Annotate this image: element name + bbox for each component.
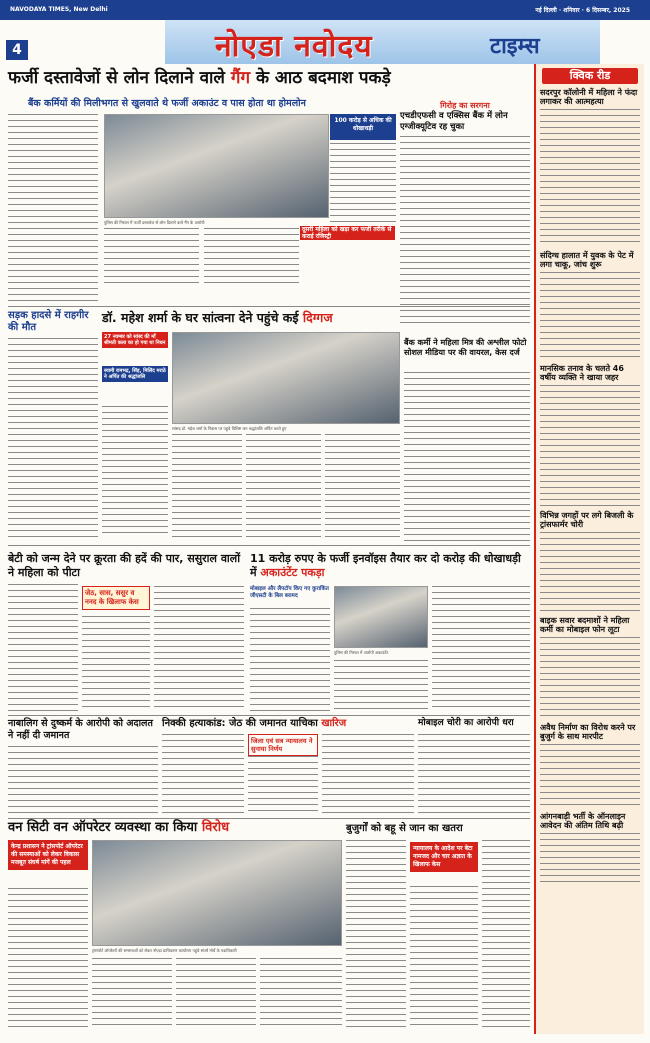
doctor-headline: [102, 310, 402, 326]
top-strip: [0, 0, 650, 20]
doctor-photo: [172, 332, 400, 424]
kingpin-kicker: गिरोह का सरगना: [440, 101, 490, 110]
sidebar-item-4-head: विभिन्न जगहों पर लगे बिजली के ट्रांसफार्मर चोरी: [540, 511, 634, 529]
gst-bullet: मोबाइल और लैपटॉप किए गए कुराकिंत जीएसटी के बिल बरामद: [250, 586, 329, 599]
doctor-photo-caption: सांसद डॉ. महेश शर्मा के निवास पर पहुंचे विशिष्ट जन श्रद्धांजलि अर्पित करते हुए: [172, 426, 287, 431]
mobile-theft-text: [418, 734, 530, 816]
kingpin-headline: एचडीएफसी व एक्सिस बैंक में लोन एग्जीक्यूटिव रह चुका: [400, 111, 508, 132]
gst-photo: [334, 586, 428, 648]
sidebar-item-1-text: [540, 109, 640, 247]
lead-subhead: बैंक कर्मियों की मिलीभगत से खुलवाते थे फर्जी अकाउंट व पास होता था होमलोन: [28, 98, 306, 109]
doctor-text-col4: [325, 434, 400, 538]
sidebar-item-1-head: सदरपुर कॉलोनी में महिला ने फंदा लगाकर की आत्महत्या: [540, 88, 638, 106]
elderly-text-col3: [482, 840, 530, 1028]
quick-read-header: क्विक रीड: [542, 68, 638, 84]
gst-text-col2: [334, 660, 428, 712]
onecity-headline: [8, 820, 338, 836]
lead-text-col1: [8, 114, 98, 304]
masthead-suffix: टाइम्स: [490, 34, 540, 59]
sidebar-item-5-head: बाइक सवार बदमाशों ने महिला कर्मी का मोबाइल फोन लूटा: [540, 616, 630, 634]
lead-photo-caption: पुलिस की गिरफ्त में फर्जी दस्तावेज से लोन दिलाने वाले गैंग के आरोपी: [104, 220, 205, 225]
doctor-headline-main: डॉ. महेश शर्मा के घर सांत्वना देने पहुंचे कई: [102, 310, 299, 325]
dowry-headline: बेटी को जन्म देने पर क्रूरता की हदें की पार, ससुराल वालों ने महिला को पीटा: [8, 552, 241, 579]
edition-label: NAVODAYA TIMES, New Delhi: [10, 6, 108, 13]
gst-headline-red: अकाउंटेंट पकड़ा: [260, 566, 325, 579]
divider: [8, 306, 530, 307]
nikki-headline-red: खारिज: [321, 718, 347, 729]
onecity-box: केन्द्र प्रशासन ने ट्रांसपोर्ट ऑपरेटर की समस्याओं को लेकर विकास मजबूत संघर्ष मांगें की पहल: [8, 840, 88, 870]
minor-headline: नाबालिग से दुष्कर्म के आरोपी को अदालत ने नहीं दी जमानत: [8, 718, 153, 741]
sidebar-item-4-text: [540, 532, 640, 612]
nikki-headline: [162, 718, 414, 730]
onecity-headline-red: विरोध: [201, 820, 230, 835]
road-accident-headline: सड़क हादसे में राहगीर की मौत: [8, 310, 89, 333]
masthead-banner: [165, 20, 600, 64]
gst-photo-caption: पुलिस की गिरफ्त में आरोपी अकाउंटेंट: [334, 650, 389, 655]
gst-text-col1: [250, 608, 330, 712]
divider: [8, 545, 530, 546]
lead-text-col2: [104, 228, 199, 288]
sidebar-item-6-head: अवैध निर्माण का विरोध करने पर बुजुर्ग के साथ मारपीट: [540, 723, 636, 741]
lead-photo: [104, 114, 329, 218]
road-accident-text: [8, 338, 98, 538]
sidebar-item-7-head: आंगनबाड़ी भर्ती के ऑनलाइन आवेदन की अंतिम तिथि बढ़ी: [540, 812, 626, 830]
doctor-text-col1: [102, 406, 168, 536]
gst-headline-main: 11 करोड़ रुपए के फर्जी इनवॉइस तैयार कर दो करोड़ की धोखाधड़ी में: [250, 552, 521, 579]
onecity-photo: [92, 840, 342, 946]
nikki-text-col3: [322, 734, 414, 816]
onecity-text-col1: [8, 888, 88, 1028]
gst-text-col3: [432, 586, 530, 712]
dowry-text-col3: [154, 586, 244, 712]
doctor-text-col3: [246, 434, 321, 538]
divider: [8, 818, 530, 819]
sidebar-item-2-head: संदिग्ध हालात में युवक के पेट में लगा चाकू, जांच शुरू: [540, 251, 634, 269]
onecity-text-col4: [260, 958, 342, 1028]
lead-headline-tail: के आठ बदमाश पकड़े: [255, 68, 391, 88]
photo-viral-headline: बैंक कर्मी ने महिला मित्र की अश्लील फोटो सोशल मीडिया पर की वायरल, केस दर्ज: [404, 338, 527, 357]
dowry-text-col1: [8, 584, 78, 712]
doctor-bullet-2: स्वामी रामभद्र, सिंह, मिलिंद मराठे ने अर्पित की श्रद्धांजलि: [102, 366, 168, 382]
lead-badge: 100 करोड़ से अधिक की धोखाधड़ी: [330, 114, 396, 140]
dowry-text-col2: [82, 616, 150, 712]
date-label: नई दिल्ली · शनिवार · 6 दिसम्बर, 2025: [535, 7, 630, 14]
sidebar-list: [536, 88, 644, 883]
sidebar-item-7-text: [540, 833, 640, 883]
sidebar-item-6-text: [540, 744, 640, 808]
lead-headline-red: गैंग: [230, 68, 251, 88]
lead-headline-main: फर्जी दस्तावेजों से लोन दिलाने वाले: [8, 68, 225, 88]
onecity-headline-main: वन सिटी वन ऑपरेटर व्यवस्था का किया: [8, 820, 198, 835]
photo-viral-text: [404, 372, 530, 542]
onecity-text-col3: [176, 958, 256, 1028]
elderly-text-col2: [410, 886, 478, 1028]
elderly-box: न्यायालय के आदेश पर बेटा नामजद और चार अज्ञात के खिलाफ केस: [410, 842, 478, 872]
gst-headline: [250, 552, 528, 580]
divider: [8, 715, 530, 716]
nikki-headline-main: निक्की हत्याकांड: जेठ की जमानत याचिका: [162, 718, 318, 729]
mobile-theft-headline: मोबाइल चोरी का आरोपी धरा: [418, 718, 514, 728]
lead-headline: [8, 68, 528, 88]
doctor-headline-red: दिग्गज: [302, 310, 333, 325]
page-number: 4: [6, 40, 28, 60]
sidebar-item-5-text: [540, 637, 640, 719]
quick-read-sidebar: [534, 64, 644, 1034]
sidebar-item-3-head: मानसिक तनाव के चलते 46 वर्षीय व्यक्ति ने खाया जहर: [540, 364, 624, 382]
nikki-box: जिला एवं सत्र न्यायालय ने सुनाया निर्णय: [248, 734, 318, 756]
onecity-text-col2: [92, 958, 172, 1028]
lead-text-col3: [330, 143, 396, 223]
sidebar-item-2-text: [540, 272, 640, 360]
doctor-text-col2: [172, 434, 242, 538]
elderly-text-col1: [346, 840, 406, 1028]
onecity-photo-caption: ट्रांसपोर्ट ऑपरेटरों की समस्याओं को लेकर नोएडा प्राधिकरण कार्यालय पहुंचे संघर्ष मोर्चे के पदाधिकारी: [92, 948, 237, 953]
dowry-box: जेठ, सास, ससुर व ननद के खिलाफ केस: [82, 586, 150, 610]
minor-text: [8, 746, 158, 816]
nikki-text-col1: [162, 734, 244, 816]
doctor-bullet-1: 27 नवम्बर को सांस्द की माँ श्रीमती कला का हो गया था निधन: [102, 332, 168, 348]
kingpin-text: [400, 136, 530, 328]
lead-strap: दूसरी महिला को खड़ा कर फर्जी तरीके से कराई रजिस्ट्री: [300, 226, 395, 240]
nikki-text-col2: [248, 756, 318, 816]
sidebar-item-3-text: [540, 385, 640, 507]
elderly-headline: बुजुर्गों को बहू से जान का खतरा: [346, 823, 463, 834]
masthead-title: नोएडा नवोदय: [215, 29, 373, 64]
lead-text-col4: [204, 228, 299, 288]
